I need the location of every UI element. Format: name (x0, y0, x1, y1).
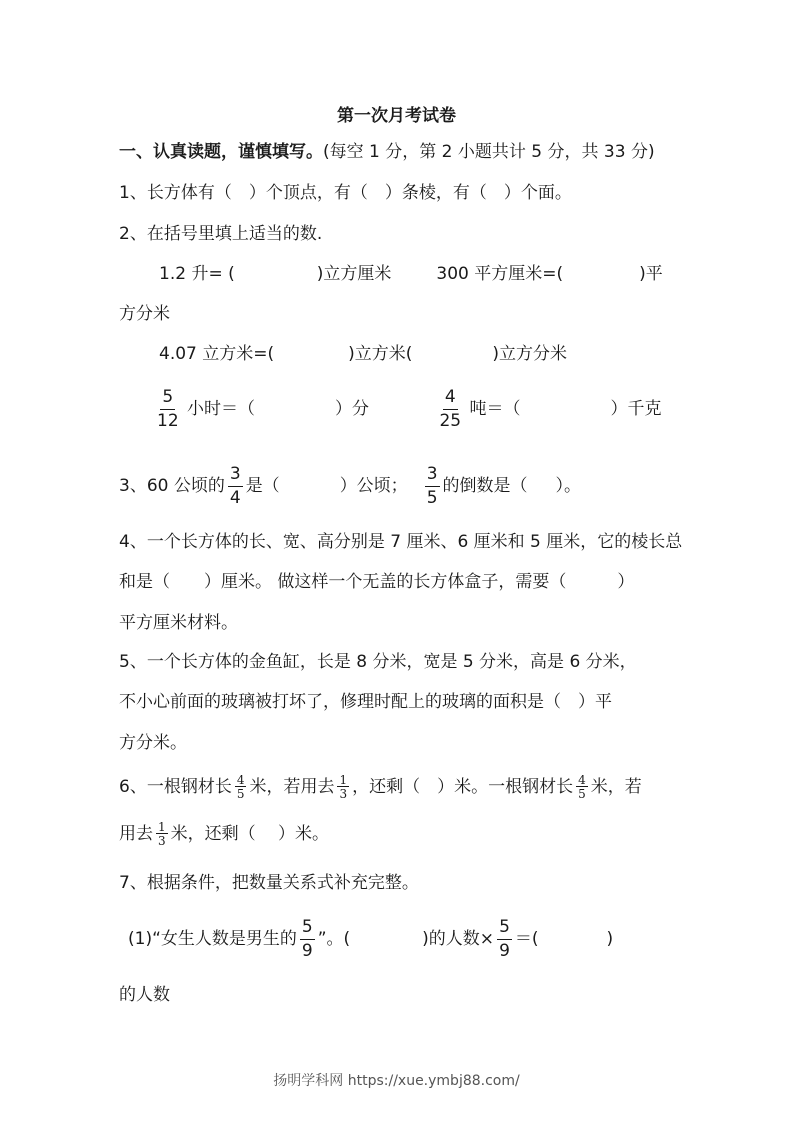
fraction: $\frac{5}{12}$ (157, 386, 179, 431)
q2-text: )平 (639, 264, 663, 284)
question-4-line-1: 4、一个长方体的长、宽、高分别是 7 厘米、6 厘米和 5 厘米，它的棱长总 (119, 532, 683, 552)
q3-text: 3、60 公顷的 (119, 476, 225, 496)
section-scoring: (每空 1 分，第 2 小题共计 5 分，共 33 分) (323, 142, 655, 162)
question-7-sub-1-cont: 的人数 (119, 985, 170, 1005)
q2-text: ）分 (335, 399, 370, 419)
q6-text: ，还剩（ ）米。一根钢材长 (352, 777, 574, 797)
q7-text: )的人数× (422, 929, 495, 949)
fraction: $\frac{4}{25}$ (439, 386, 462, 431)
q6-text: 米，还剩（ ）米。 (170, 824, 330, 844)
q6-text: 用去 (119, 824, 153, 844)
fraction: $\frac{1}{3}$ (158, 820, 166, 848)
q2-text: )立方厘米 (316, 264, 392, 284)
page-title: 第一次月考试卷 (337, 106, 456, 126)
question-5-line-3: 方分米。 (119, 733, 187, 753)
fraction: $\frac{5}{9}$ (499, 916, 510, 961)
q3-text: 是（ (245, 476, 280, 496)
fraction: $\frac{4}{5}$ (236, 773, 245, 801)
q2-text: 小时＝（ (187, 399, 256, 419)
question-5-line-1: 5、一个长方体的金鱼缸，长是 8 分米，宽是 5 分米，高是 6 分米， (119, 652, 637, 672)
question-4-line-3: 平方厘米材料。 (119, 613, 238, 633)
fraction: $\frac{5}{9}$ (301, 916, 313, 961)
fraction: $\frac{1}{3}$ (339, 773, 348, 801)
question-1: 1、长方体有（ ）个顶点，有（ ）条棱，有（ ）个面。 (119, 183, 572, 203)
q2-text: 1.2 升= ( (159, 264, 235, 284)
q7-text: ) (606, 929, 614, 949)
footer-watermark: 扬明学科网 https://xue.ymbj88.com/ (273, 1073, 520, 1089)
q7-text: (1)“女生人数是男生的 (128, 929, 297, 949)
question-2-line-1-cont: 方分米 (119, 304, 170, 324)
question-2-line-3 (154, 384, 662, 434)
question-2-prompt: 2、在括号里填上适当的数. (119, 224, 323, 244)
q7-text: ”。( (317, 929, 351, 949)
q2-text: 4.07 立方米=( (159, 344, 275, 364)
q2-text: 吨＝（ (469, 399, 521, 419)
question-7-prompt: 7、根据条件，把数量关系式补充完整。 (119, 873, 419, 893)
fraction: $\frac{4}{5}$ (578, 773, 586, 801)
q2-text: ）千克 (610, 399, 662, 419)
q3-text: 的倒数是（ (442, 476, 528, 496)
q2-text: 300 平方厘米=( (436, 264, 564, 284)
q6-text: 米，若用去 (249, 777, 335, 797)
q2-text: )立方分米 (492, 344, 568, 364)
q6-text: 米，若 (590, 777, 642, 797)
q7-text: ＝( (514, 929, 539, 949)
section-heading (119, 141, 655, 163)
question-4-line-2: 和是（ ）厘米。 做这样一个无盖的长方体盒子，需要（ ） (119, 572, 635, 592)
question-3 (119, 461, 581, 511)
q6-text: 6、一根钢材长 (119, 777, 232, 797)
q2-text: )立方米( (348, 344, 413, 364)
question-2-line-1 (159, 263, 663, 285)
q3-text: ）公顷； (339, 476, 408, 496)
fraction: $\frac{3}{4}$ (229, 463, 241, 508)
section-title: 一、认真读题，谨慎填写。 (119, 142, 323, 162)
question-5-line-2: 不小心前面的玻璃被打坏了，修理时配上的玻璃的面积是（ ）平 (119, 692, 612, 712)
question-7-sub-1 (128, 914, 613, 964)
question-2-line-2 (159, 343, 567, 365)
fraction: $\frac{3}{5}$ (426, 463, 438, 508)
q3-text: ）。 (555, 476, 582, 496)
question-6-line-1 (119, 768, 642, 806)
question-6-line-2 (119, 815, 329, 853)
